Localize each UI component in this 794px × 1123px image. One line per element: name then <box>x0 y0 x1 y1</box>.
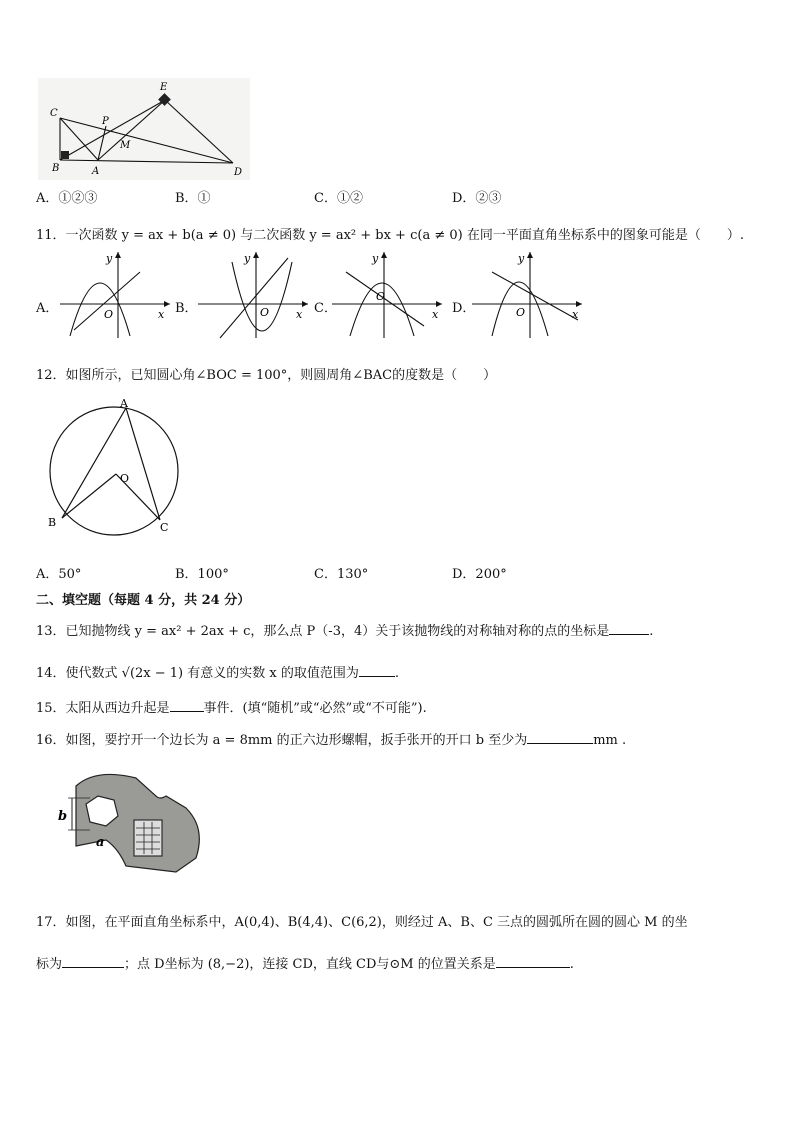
q16-text: 16．如图，要拧开一个边长为 a = 8mm 的正六边形螺帽，扳手张开的开口 b 至少为 <box>36 733 528 748</box>
q12-option-b: B．100° <box>175 567 229 582</box>
q12-figure <box>44 396 190 544</box>
q14-text: 14．使代数式 √(2x − 1) 有意义的实数 x 的取值范围为 <box>36 666 359 681</box>
q11-graph-b <box>198 250 310 340</box>
q17-text-a: 标为 <box>36 957 63 972</box>
q11c-x-label: x <box>432 308 439 321</box>
q12-label-C: C <box>160 521 169 534</box>
q17-blank-1[interactable] <box>62 954 124 968</box>
q10-label-D: D <box>234 167 243 178</box>
q11a-origin-label: O <box>104 308 114 321</box>
q11-option-b: B． <box>175 301 198 316</box>
q11c-y-label: y <box>372 252 379 265</box>
q10-label-C: C <box>50 108 58 119</box>
q14 <box>36 662 399 681</box>
q10-label-P: P <box>102 116 109 127</box>
q16-wrench-figure <box>56 768 206 876</box>
q10-option-a: A．①②③ <box>36 191 98 206</box>
q12-label-O: O <box>120 472 130 485</box>
q10-label-B: B <box>52 163 60 174</box>
q11a-y-label: y <box>106 252 113 265</box>
q11-graph-d <box>472 250 584 340</box>
q14-blank[interactable] <box>359 663 395 677</box>
q10-label-A: A <box>92 166 100 177</box>
q11c-origin-label: O <box>376 290 386 303</box>
q10-option-b: B．① <box>175 191 211 206</box>
q12-label-B: B <box>48 516 57 529</box>
q16-label-a: a <box>96 835 105 850</box>
q11-graph-a <box>60 250 172 340</box>
q11b-y-label: y <box>244 252 251 265</box>
q11-stem: 11．一次函数 y = ax + b(a ≠ 0) 与二次函数 y = ax² + bx + c(a ≠ 0) 在同一平面直角坐标系中的图象可能是（ ）. <box>36 228 744 243</box>
q12-option-a: A．50° <box>36 567 82 582</box>
q12-option-d: D．200° <box>452 567 507 582</box>
q11b-x-label: x <box>296 308 303 321</box>
q12-stem: 12．如图所示，已知圆心角∠BOC = 100°，则圆周角∠BAC的度数是（ ） <box>36 368 497 383</box>
q11d-y-label: y <box>518 252 525 265</box>
q11d-x-label: x <box>572 308 579 321</box>
q11a-x-label: x <box>158 308 165 321</box>
q11b-origin-label: O <box>260 306 270 319</box>
q13-blank[interactable] <box>609 621 649 635</box>
q15-text: 15．太阳从西边升起是 <box>36 701 170 716</box>
q14-end: . <box>394 666 400 681</box>
q16 <box>36 729 626 748</box>
q17-line2 <box>36 953 574 972</box>
q11d-origin-label: O <box>516 306 526 319</box>
q15-end: 事件．(填“随机”或“必然”或“不可能”). <box>203 701 427 716</box>
q11-graph-c <box>332 250 444 340</box>
q11-option-a: A． <box>36 301 59 316</box>
section-2-title: 二、填空题（每题 4 分，共 24 分） <box>36 593 251 608</box>
q17-end: . <box>569 957 574 972</box>
q16-blank[interactable] <box>527 730 593 744</box>
q10-label-E: E <box>160 82 168 93</box>
q12-option-c: C．130° <box>314 567 369 582</box>
q13-text: 13．已知抛物线 y = ax² + 2ax + c，那么点 P（-3，4）关于该抛物线的对称轴对称的点的坐标是 <box>36 624 610 639</box>
q17-line1: 17．如图，在平面直角坐标系中，A(0,4)、B(4,4)、C(6,2)，则经过 A、B、C 三点的圆弧所在圆的圆心 M 的坐 <box>36 915 688 930</box>
q15 <box>36 697 427 716</box>
q11-option-c: C． <box>314 301 337 316</box>
q16-label-b: b <box>58 809 68 824</box>
q17-blank-2[interactable] <box>496 954 570 968</box>
q11-option-d: D． <box>452 301 476 316</box>
q17-text-b: ；点 D坐标为 (8,−2)，连接 CD，直线 CD与⊙M 的位置关系是 <box>124 957 496 972</box>
q15-blank[interactable] <box>170 698 204 712</box>
q12-label-A: A <box>120 397 128 410</box>
q10-option-d: D．②③ <box>452 191 502 206</box>
q10-figure <box>38 78 250 180</box>
q10-label-M: M <box>120 140 131 151</box>
q13-end: . <box>649 624 654 639</box>
q16-unit: mm . <box>593 733 627 748</box>
q10-option-c: C．①② <box>314 191 363 206</box>
q13 <box>36 620 653 639</box>
